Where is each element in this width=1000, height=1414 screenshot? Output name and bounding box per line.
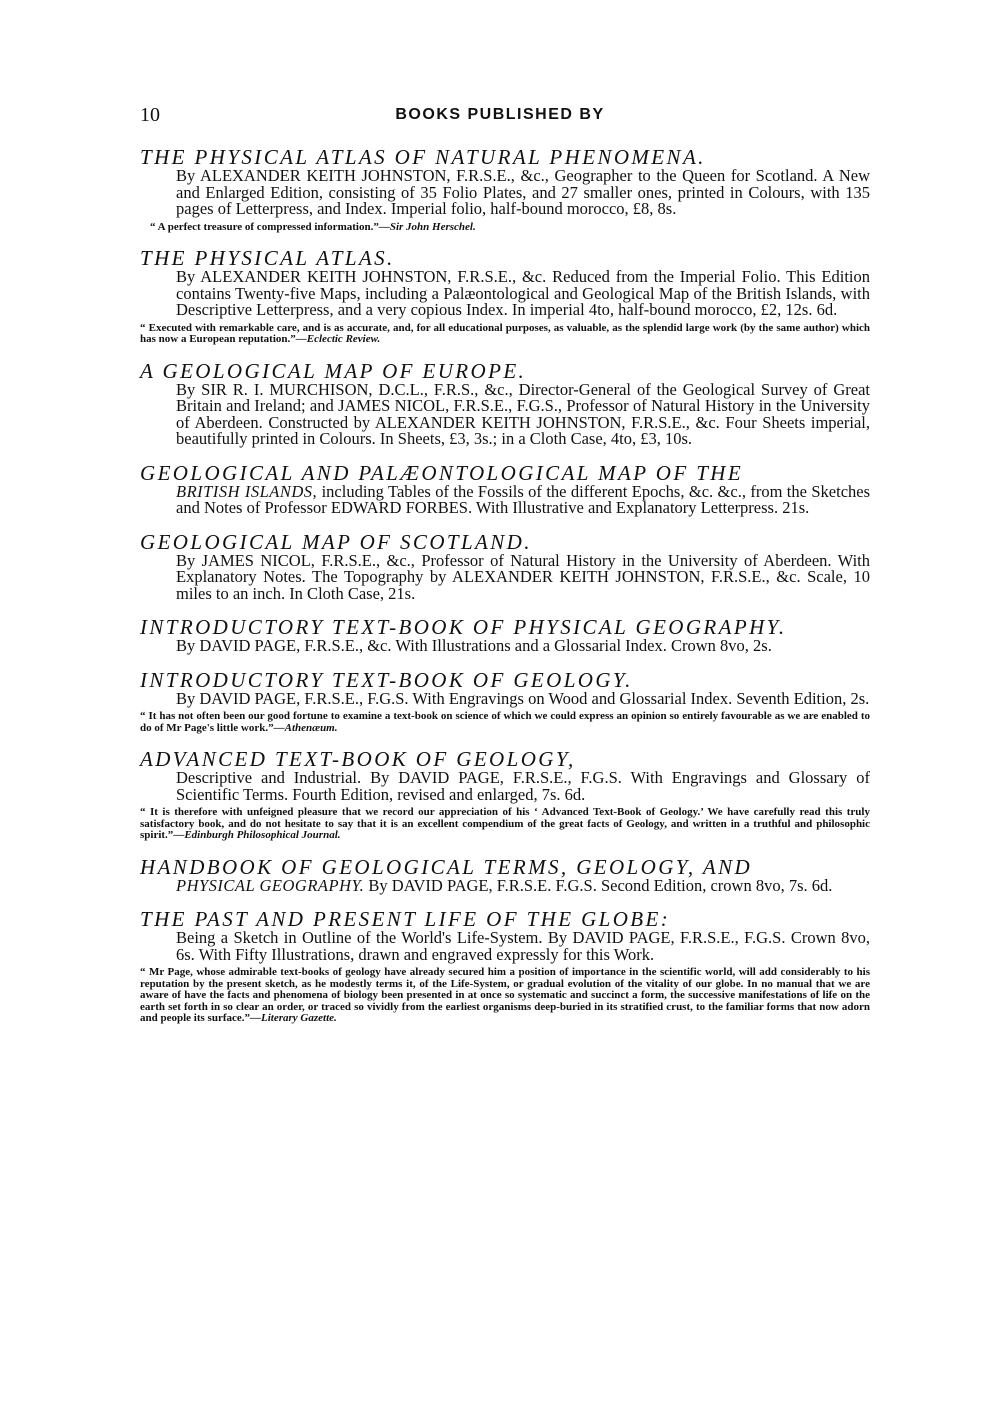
quote-text: “ It has not often been our good fortune to examine a text-book on science of which we could express an opinion so entirely favourable as we are enabled to do of Mr Page's little work.”	[140, 710, 870, 734]
book-entry	[140, 360, 870, 448]
book-subtitle: BRITISH ISLANDS,	[176, 481, 318, 501]
quote-source: —Athenæum.	[273, 721, 338, 734]
book-title: A GEOLOGICAL MAP OF EUROPE.	[140, 358, 527, 383]
book-description: By JAMES NICOL, F.R.S.E., &c., Professor of Natural History in the University of Aberdeen. With Explanatory Notes. The Topography by ALEXANDER KEITH JOHNSTON, F.R.S.E., &c. Scale, 10 miles to an inch. In Cloth Case, 21s.	[176, 550, 870, 603]
book-entry	[140, 462, 870, 517]
review-quote	[140, 967, 870, 1025]
book-entry	[140, 531, 870, 603]
book-description	[140, 481, 871, 517]
quote-text: “ Mr Page, whose admirable text-books of geology have already secured him a position of importance in the scientific world, will add considerably to his reputation by the present sketch, as he modestly terms it, of the Life-System, or gradual evolution of the vitality of our globe. In no manual that we are aware of have the facts and phenomena of biology been presented in at once so systematic and succinct a form, the successive manifestations of life on the earth set forth in so clear an order, or traced so vividly from the earliest organisms deep-buried in its stratified crust, to the familiar forms that now adorn and people its surface.”	[140, 966, 870, 1024]
quote-text: “ Executed with remarkable care, and is as accurate, and, for all educational purposes, as valuable, as the splendid large work (by the same author) which has now a European reputation.”	[140, 321, 870, 345]
book-description-text: By DAVID PAGE, F.R.S.E. F.G.S. Second Edition, crown 8vo, 7s. 6d.	[368, 875, 833, 895]
book-entry	[140, 669, 870, 735]
book-title: THE PHYSICAL ATLAS.	[140, 246, 395, 270]
quote-source: —Sir John Herschel.	[378, 220, 476, 233]
book-entry	[140, 856, 870, 895]
book-title: THE PHYSICAL ATLAS OF NATURAL PHENOMENA.	[140, 145, 706, 169]
quote-source: —Literary Gazette.	[250, 1012, 337, 1024]
book-title: HANDBOOK OF GEOLOGICAL TERMS, GEOLOGY, AND	[140, 854, 753, 879]
page-header	[140, 104, 860, 128]
quote-text: “ A perfect treasure of compressed information.”	[150, 220, 379, 233]
book-description: By DAVID PAGE, F.R.S.E., &c. With Illustrations and a Glossarial Index. Crown 8vo, 2s.	[176, 636, 772, 655]
review-quote	[140, 323, 870, 346]
book-description-text: including Tables of the Fossils of the different Epochs, &c. &c., from the Sketches and Notes of Professor EDWARD FORBES. With Illustrative and Explanatory Letterpress. 21s.	[176, 481, 871, 517]
book-entry	[140, 146, 870, 233]
book-title: GEOLOGICAL AND PALÆONTOLOGICAL MAP OF THE	[140, 460, 744, 485]
review-quote	[140, 711, 870, 734]
book-description: Descriptive and Industrial. By DAVID PAGE, F.R.S.E., F.G.S. With Engravings and Glossary of Scientific Terms. Fourth Edition, revised and enlarged, 7s. 6d.	[176, 768, 870, 804]
book-entry	[140, 247, 870, 346]
book-list	[140, 146, 870, 1039]
book-description: By DAVID PAGE, F.R.S.E., F.G.S. With Engravings on Wood and Glossarial Index. Seventh Edition, 2s.	[176, 688, 870, 708]
book-title: INTRODUCTORY TEXT-BOOK OF GEOLOGY.	[140, 667, 633, 692]
book-title: GEOLOGICAL MAP OF SCOTLAND.	[140, 529, 532, 554]
book-title: INTRODUCTORY TEXT-BOOK OF PHYSICAL GEOGRAPHY.	[140, 615, 787, 639]
review-quote	[140, 222, 870, 234]
book-entry	[140, 908, 870, 1025]
book-entry	[140, 616, 870, 655]
book-entry	[140, 748, 870, 842]
book-description	[140, 875, 870, 895]
book-title: ADVANCED TEXT-BOOK OF GEOLOGY,	[140, 747, 576, 771]
quote-source: —Eclectic Review.	[295, 333, 381, 345]
book-description: By SIR R. I. MURCHISON, D.C.L., F.R.S., &c., Director-General of the Geological Survey of Great Britain and Ireland; and JAMES NICOL, F.R.S.E., F.G.S., Professor of Natural History in the University of Aberdeen. Constructed by ALEXANDER KEITH JOHNSTON, F.R.S.E., &c. Four Sheets imperial, beautifully printed in Colours. In Sheets, £3, 3s.; in a Cloth Case, 4to, £3, 10s.	[176, 379, 870, 448]
book-description: By ALEXANDER KEITH JOHNSTON, F.R.S.E., &c. Reduced from the Imperial Folio. This Edition contains Twenty-five Maps, including a Palæontological and Geological Map of the British Islands, with Descriptive Letterpress, and a very copious Index. In imperial 4to, half-bound morocco, £2, 12s. 6d.	[176, 267, 870, 319]
quote-source: —Edinburgh Philosophical Journal.	[173, 829, 341, 841]
book-description: By ALEXANDER KEITH JOHNSTON, F.R.S.E., &c., Geographer to the Queen for Scotland. A New and Enlarged Edition, consisting of 35 Folio Plates, and 27 smaller ones, printed in Colours, with 135 pages of Letterpress, and Index. Imperial folio, half-bound morocco, £8, 8s.	[176, 166, 870, 218]
running-title: BOOKS PUBLISHED BY	[395, 106, 605, 123]
page-number: 10	[140, 104, 160, 126]
review-quote	[140, 807, 870, 842]
book-subtitle: PHYSICAL GEOGRAPHY.	[176, 875, 365, 895]
book-description: Being a Sketch in Outline of the World's Life-System. By DAVID PAGE, F.R.S.E., F.G.S. Crown 8vo, 6s. With Fifty Illustrations, drawn and engraved expressly for this Work.	[176, 928, 870, 964]
quote-text: “ It is therefore with unfeigned pleasure that we record our appreciation of his ‘ Advanced Text-Book of Geology.’ We have carefully read this truly satisfactory book, and do not hesitate to say that it is an excellent compendium of the great facts of Geology, and written in a truthful and philosophic spirit.”	[140, 806, 870, 841]
book-title: THE PAST AND PRESENT LIFE OF THE GLOBE:	[140, 907, 671, 931]
